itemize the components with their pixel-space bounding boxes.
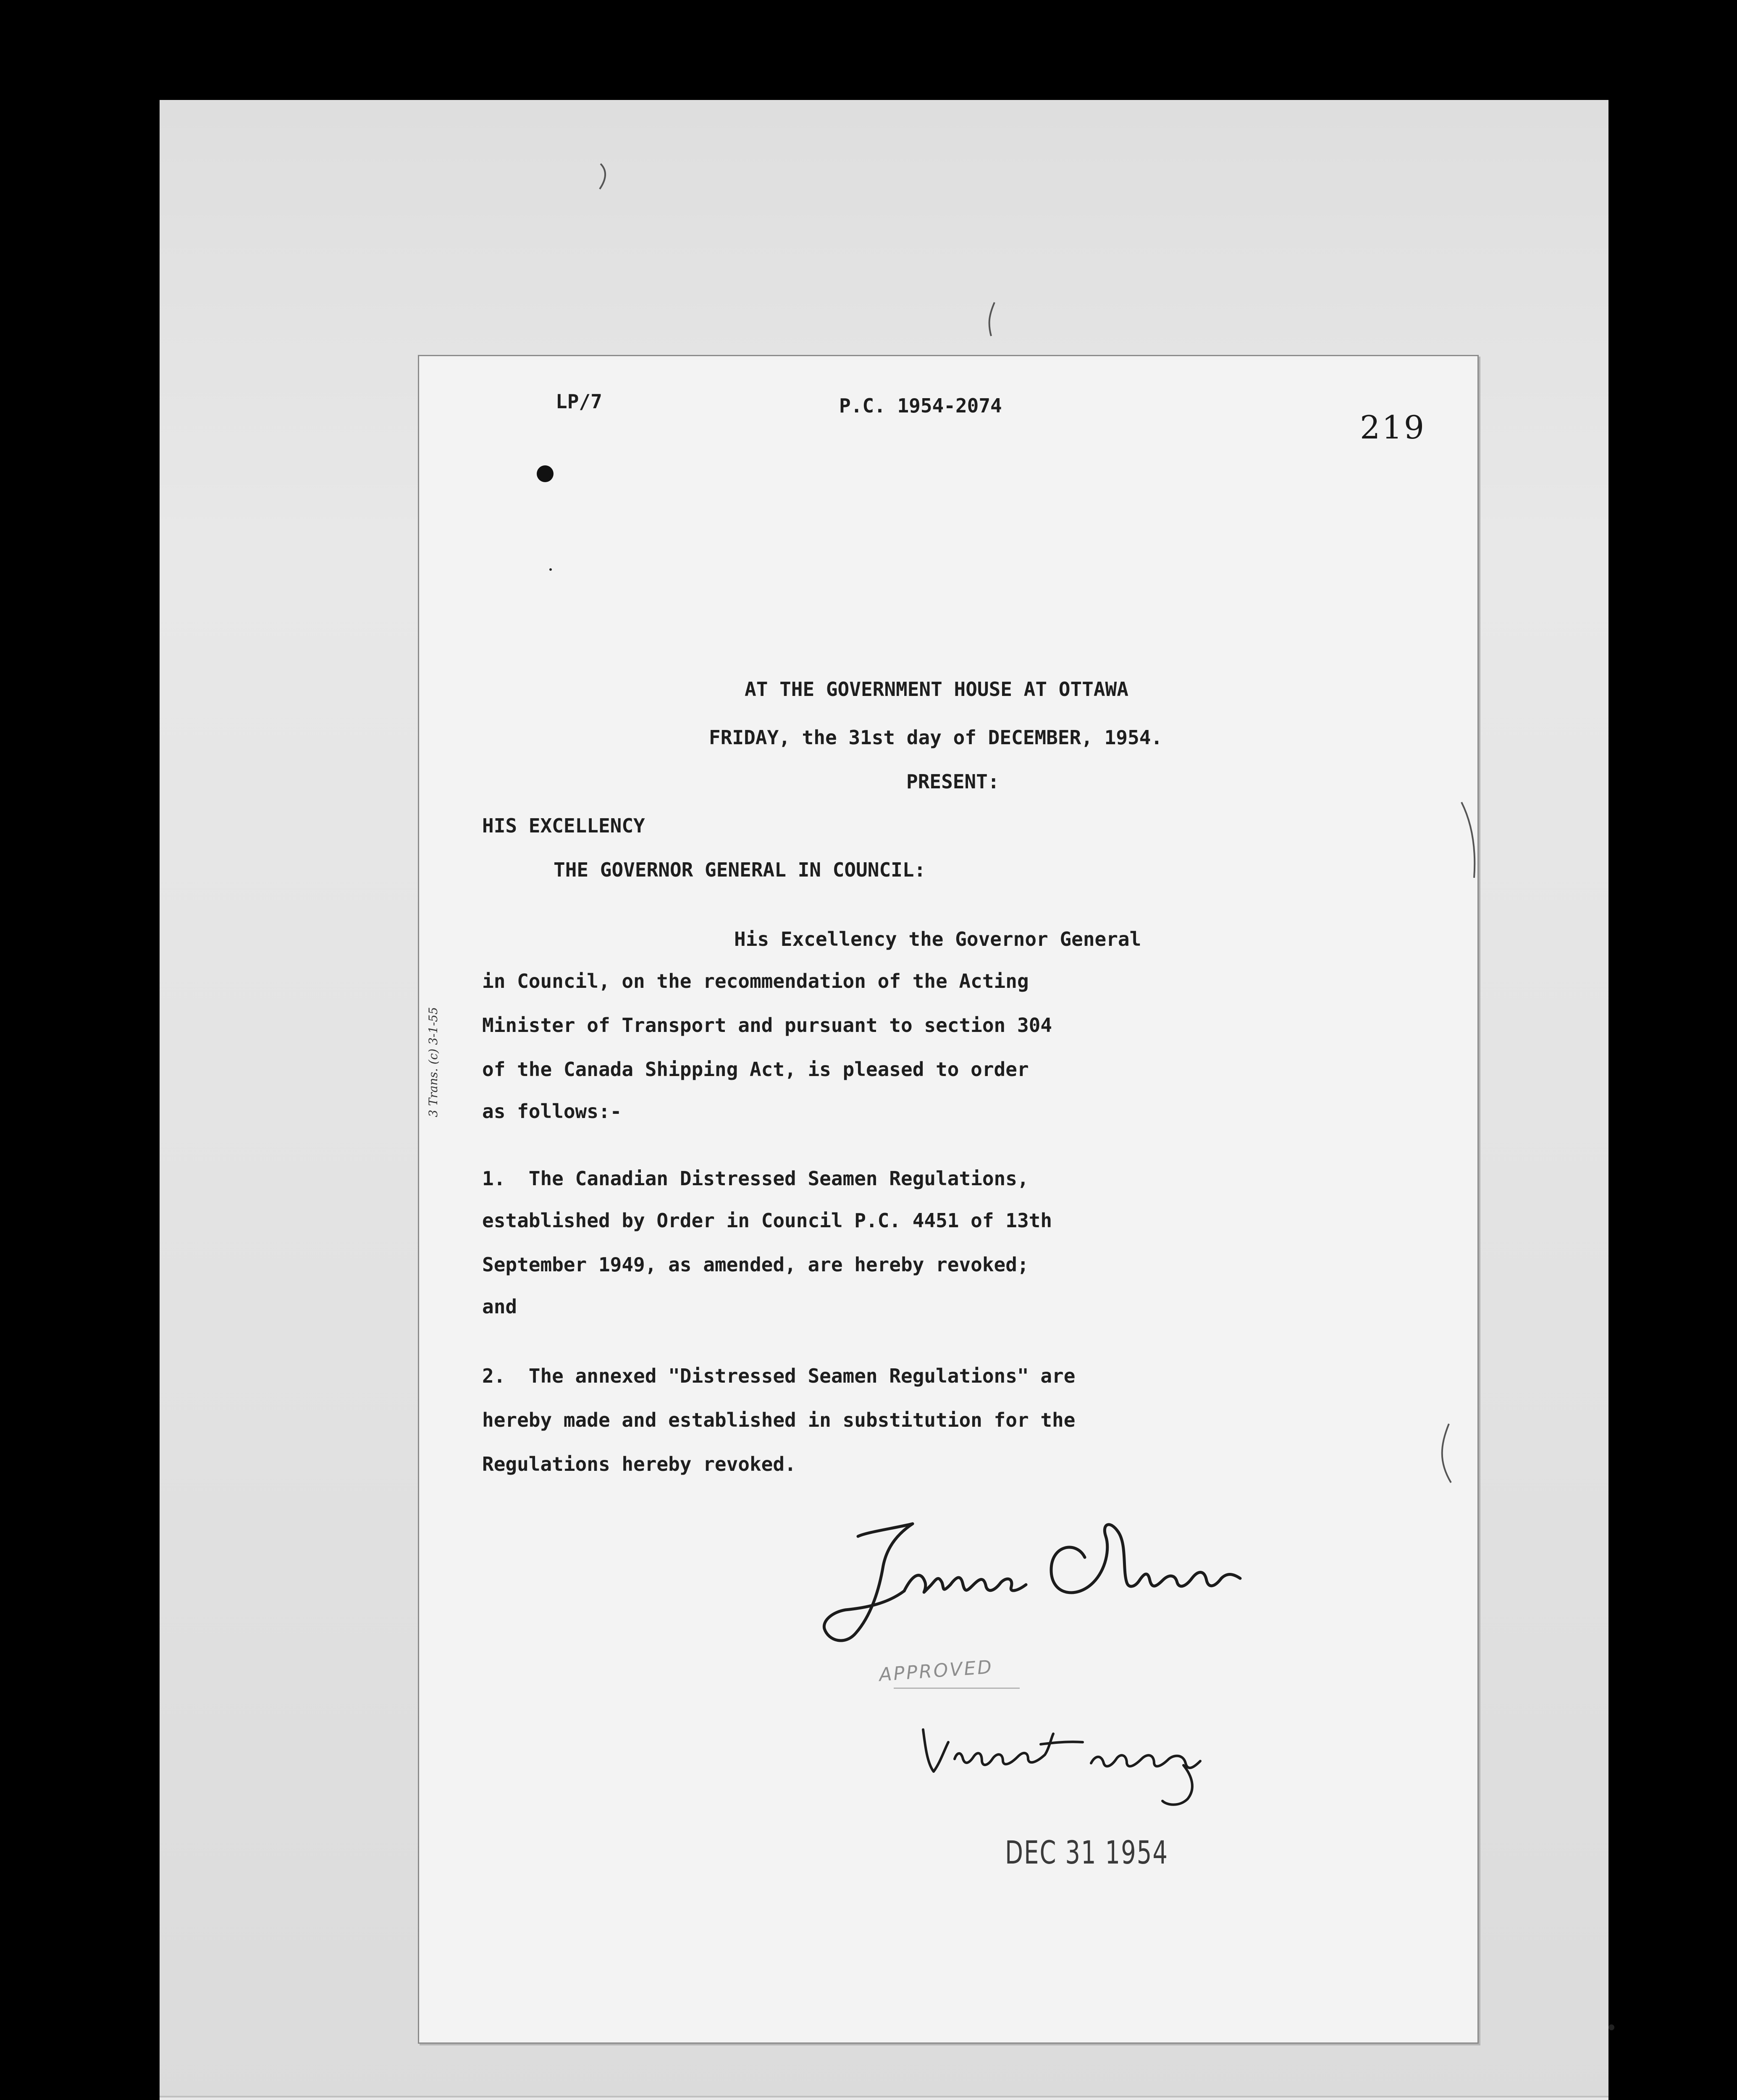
signature-james-sinclair: [816, 1507, 1278, 1667]
preamble-line: in Council, on the recommendation of the Acting: [482, 970, 1029, 992]
board-mark: [983, 298, 1000, 340]
salutation-line-1: HIS EXCELLENCY: [482, 814, 645, 837]
present-heading: PRESENT:: [906, 770, 1000, 793]
ink-speck: [549, 568, 552, 571]
order-number: P.C. 1954-2074: [839, 394, 1002, 417]
preamble-line: Minister of Transport and pursuant to section 304: [482, 1014, 1052, 1037]
clause-line: established by Order in Council P.C. 4451 of 13th: [482, 1209, 1052, 1232]
salutation-line-2: THE GOVERNOR GENERAL IN COUNCIL:: [554, 858, 926, 881]
place-line: AT THE GOVERNMENT HOUSE AT OTTAWA: [745, 678, 1128, 701]
approved-label: APPROVED: [878, 1656, 994, 1686]
clause-line: September 1949, as amended, are hereby revoked;: [482, 1253, 1029, 1276]
clause-line: Regulations hereby revoked.: [482, 1453, 796, 1475]
clause-line: hereby made and established in substitution for the: [482, 1409, 1076, 1431]
board-speck: [1608, 2024, 1614, 2030]
clause-line: and: [482, 1295, 517, 1318]
mounting-board-lower: [160, 2096, 1608, 2100]
folio-number: 219: [1360, 409, 1426, 446]
punch-hole-mark: [537, 465, 554, 482]
file-code: LP/7: [556, 390, 602, 413]
board-mark: [1432, 1420, 1457, 1487]
order-in-council-sheet: [418, 355, 1479, 2044]
signature-vincent-massey: [915, 1713, 1217, 1814]
preamble-line: His Excellency the Governor General: [734, 928, 1141, 950]
clause-line: 1. The Canadian Distressed Seamen Regulations,: [482, 1167, 1029, 1190]
date-line: FRIDAY, the 31st day of DECEMBER, 1954.: [709, 726, 1163, 749]
clause-line: 2. The annexed "Distressed Seamen Regulations" are: [482, 1365, 1076, 1387]
date-received-stamp: DEC 31 1954: [1005, 1835, 1168, 1872]
margin-annotation: 3 Trans. (c) 3-1-55: [426, 1007, 440, 1117]
preamble-line: of the Canada Shipping Act, is pleased to order: [482, 1058, 1029, 1081]
approved-underline: [894, 1688, 1020, 1689]
board-mark: [1457, 798, 1482, 882]
board-mark: [596, 160, 613, 197]
preamble-line: as follows:-: [482, 1100, 622, 1123]
